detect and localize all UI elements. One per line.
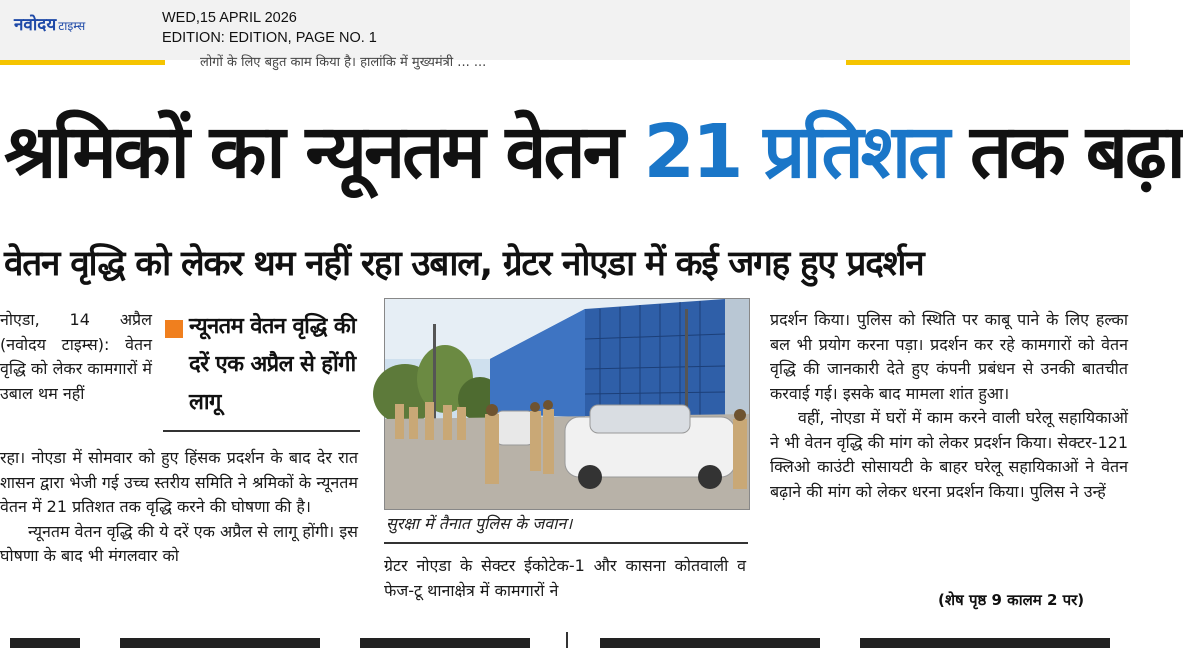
highlight-box [163, 308, 368, 430]
issue-date: WED,15 APRIL 2026 [162, 10, 297, 26]
news-photo[interactable] [384, 298, 750, 510]
cut-off-text: लोगों के लिए बहुत काम किया है। हालांकि में मुख्यमंत्री ... ... [200, 55, 487, 70]
left-column-text [0, 446, 358, 569]
cutoff-glyphs [600, 638, 820, 648]
paragraph: प्रदर्शन किया। पुलिस को स्थिति पर काबू पाने के लिए हल्का बल भी प्रयोग करना पड़ा। प्रदर्शन कर रहे कामगारों को वेतन वृद्धि की जानकारी देते हुए कंपनी प्रबंधन से उनकी बातचीत करवाई गई। इसके बाद मामला शांत हुआ। [770, 310, 1128, 403]
continued-notice[interactable]: (शेष पृष्ठ 9 कालम 2 पर) [938, 591, 1085, 609]
cutoff-glyphs [120, 638, 320, 648]
yellow-band-right [846, 60, 1130, 65]
column-divider [566, 632, 568, 648]
cutoff-glyphs [10, 638, 80, 648]
headline [4, 92, 1183, 212]
middle-column-text: ग्रेटर नोएडा के सेक्टर ईकोटेक-1 और कासना कोतवाली व फेज-टू थानाक्षेत्र में कामगारों ने [384, 556, 746, 600]
dateline-paragraph: नोएडा, 14 अप्रैल (नवोदय टाइम्स): वेतन वृद्धि को लेकर कामगारों में उबाल थम नहीं [0, 310, 152, 403]
paragraph: न्यूनतम वेतन वृद्धि की ये दरें एक अप्रैल से लागू होंगी। इस घोषणा के बाद भी मंगलवार को [0, 521, 358, 565]
headline-part-1: श्रमिकों का न्यूनतम वेतन [4, 109, 644, 195]
orange-square-icon [165, 320, 183, 338]
next-article-cutoff [0, 630, 1130, 648]
newspaper-logo[interactable] [14, 12, 85, 38]
paragraph: वहीं, नोएडा में घरों में काम करने वाली घरेलू सहायिकाओं ने भी वेतन वृद्धि की मांग को लेकर प्रदर्शन किया। सेक्टर-121 क्लिओ काउंटी सोसायटी के बाहर घरेलू सहायिकाओं ने वेतन बढ़ाने की मांग को लेकर धरना प्रदर्शन किया। पुलिस ने उन्हें [770, 408, 1128, 501]
edition-page: EDITION: EDITION, PAGE NO. 1 [162, 30, 377, 46]
cutoff-glyphs [360, 638, 530, 648]
previous-article-strip [0, 55, 1130, 70]
subheadline: वेतन वृद्धि को लेकर थम नहीं रहा उबाल, ग्रेटर नोएडा में कई जगह हुए प्रदर्शन [4, 244, 924, 284]
divider [384, 542, 748, 544]
top-bar [0, 0, 1130, 60]
highlight-text: न्यूनतम वेतन वृद्धि की दरें एक अप्रैल से होंगी लागू [189, 314, 356, 415]
logo-sub-text: टाइम्स [58, 19, 86, 33]
headline-highlight: 21 प्रतिशत [643, 109, 948, 195]
right-column-text [770, 308, 1128, 504]
photo-caption: सुरक्षा में तैनात पुलिस के जवान। [386, 514, 573, 533]
headline-part-2: तक बढ़ा [947, 109, 1183, 195]
cutoff-glyphs [860, 638, 1110, 648]
yellow-band-left [0, 60, 165, 65]
paragraph: रहा। नोएडा में सोमवार को हुए हिंसक प्रदर्शन के बाद देर रात शासन द्वारा भेजी गई उच्च स्तरीय समिति ने श्रमिकों के न्यूनतम वेतन में 21 प्रतिशत तक वृद्धि करने की घोषणा की है। [0, 448, 358, 516]
logo-main-text: नवोदय [14, 15, 57, 35]
edition-info [162, 8, 377, 48]
photo-illustration [385, 299, 749, 509]
divider [163, 430, 360, 432]
